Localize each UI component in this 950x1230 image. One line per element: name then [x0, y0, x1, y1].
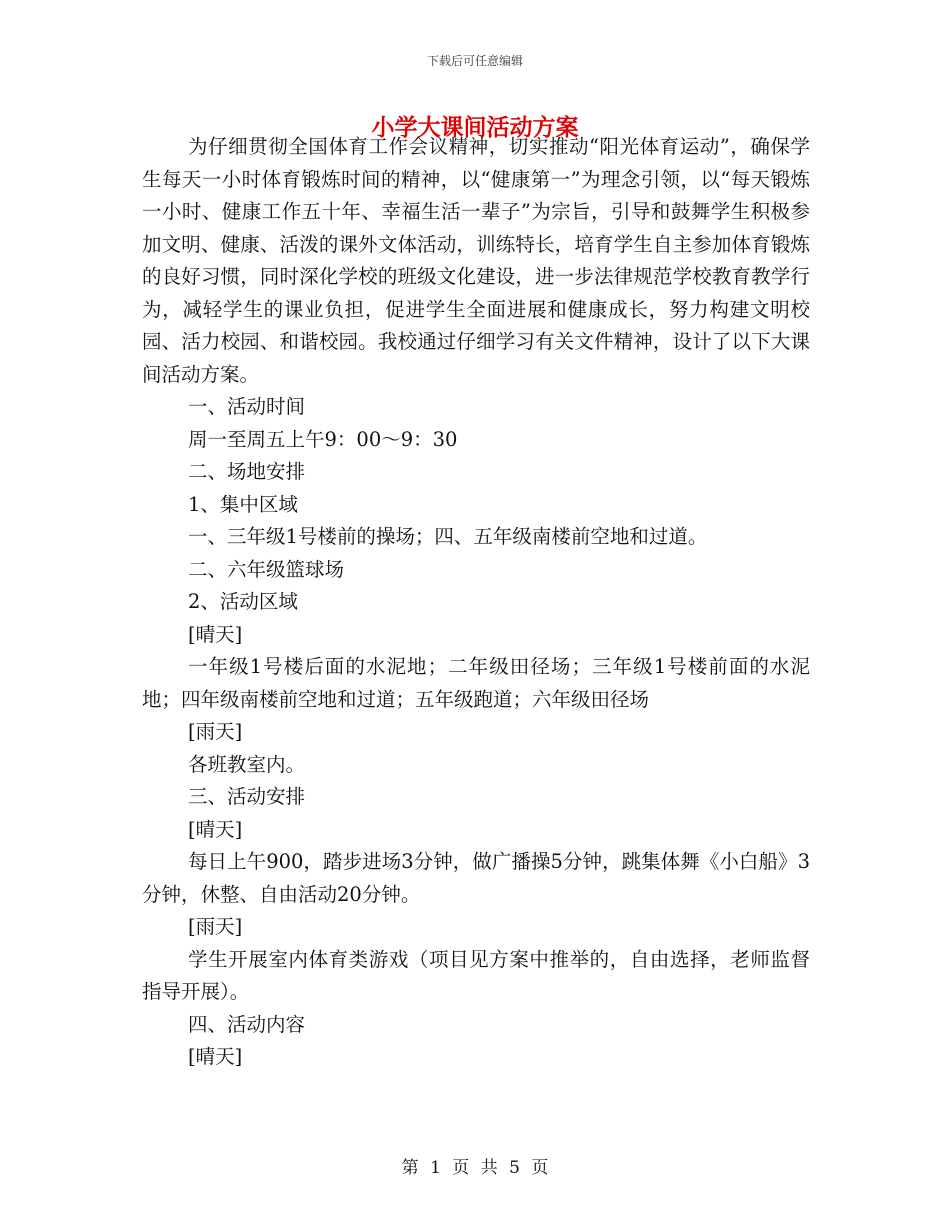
section-heading-content: 四、活动内容 [188, 1012, 306, 1036]
intro-paragraph: 为仔细贯彻全国体育工作会议精神，切实推动“阳光体育运动”，确保学生每天一小时体育锻炼时间的精神，以“健康第一”为理念引领，以“每天锻炼一小时、健康工作五十年、幸福生活一辈子”为宗旨，引导和鼓舞学生积极参加文明、健康、活泼的课外文体活动，训练特长，培育学生自主参加体育锻炼的良好习惯，同时深化学校的班级文化建设，进一步法律规范学校教育教学行为，减轻学生的课业负担，促进学生全面进展和健康成长，努力构建文明校园、活力校园、和谐校园。我校通过仔细学习有关文件精神，设计了以下大课间活动方案。 [142, 135, 810, 386]
document-title: 小学大课间活动方案 [371, 114, 579, 141]
header-note: 下载后可任意编辑 [426, 54, 523, 68]
sunny-area-paragraph: 一年级1号楼后面的水泥地；二年级田径场；三年级1号楼前面的水泥地；四年级南楼前空地和过道；五年级跑道；六年级田径场 [142, 655, 810, 711]
rainy-label: [雨天] [188, 915, 243, 938]
sunny-label: [晴天] [188, 1045, 243, 1068]
sunny-label: [晴天] [188, 622, 243, 646]
subheading-activity-area: 2、活动区域 [188, 590, 298, 613]
section-heading-time: 一、活动时间 [188, 395, 306, 418]
section-heading-venue: 二、场地安排 [188, 460, 306, 483]
page-footer: 第 1 页 共 5 页 [401, 1158, 549, 1178]
rainy-area-text: 各班教室内。 [188, 752, 306, 776]
sunny-arrangement-paragraph: 每日上午900，踏步进场3分钟，做广播操5分钟，跳集体舞《小白船》3分钟，休整、自由活动20分钟。 [142, 850, 810, 906]
sunny-label: [晴天] [188, 817, 243, 841]
activity-time-text: 周一至周五上午9：00～9：30 [188, 427, 458, 451]
gathering-area-line-1: 一、三年级1号楼前的操场；四、五年级南楼前空地和过道。 [188, 525, 708, 548]
gathering-area-line-2: 二、六年级篮球场 [188, 557, 345, 581]
rainy-label: [雨天] [188, 720, 243, 743]
rainy-arrangement-paragraph: 学生开展室内体育类游戏（项目见方案中推举的，自由选择，老师监督指导开展）。 [142, 947, 810, 1003]
subheading-gathering-area: 1、集中区域 [188, 492, 298, 516]
document-body [142, 131, 810, 1074]
section-heading-arrangement: 三、活动安排 [188, 785, 306, 808]
